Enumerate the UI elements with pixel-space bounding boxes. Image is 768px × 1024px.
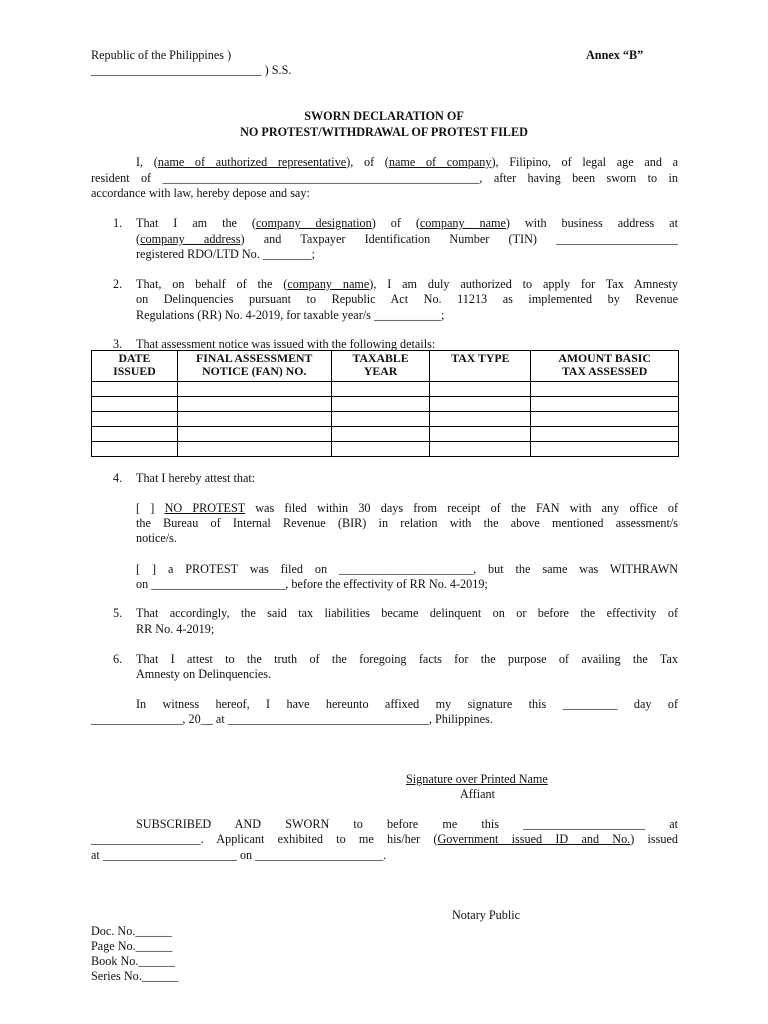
header-fan-no: FINAL ASSESSMENT NOTICE (FAN) NO. (177, 351, 331, 382)
book-no-line: Book No.______ (91, 954, 175, 968)
company-designation-placeholder: company designation (255, 216, 372, 230)
table-cell[interactable] (331, 397, 430, 412)
table-cell[interactable] (531, 427, 679, 442)
table-row (92, 397, 679, 412)
table-cell[interactable] (430, 397, 531, 412)
doc-title-line1: SWORN DECLARATION OF (304, 109, 464, 123)
item5-number: 5. (113, 606, 123, 620)
table-cell[interactable] (92, 397, 178, 412)
item4-text: That I hereby attest that: (136, 471, 256, 485)
table-cell[interactable] (92, 382, 178, 397)
table-cell[interactable] (531, 412, 679, 427)
annex-label: Annex “B” (586, 48, 644, 62)
item4-number: 4. (113, 471, 123, 485)
item5-line2: RR No. 4-2019; (136, 622, 215, 636)
table-header-row (92, 351, 679, 382)
series-no-line: Series No.______ (91, 969, 179, 983)
no-protest-checkbox[interactable]: [ ] (136, 501, 155, 515)
signature-label: Signature over Printed Name (406, 772, 548, 786)
assessment-table (91, 350, 679, 457)
table-cell[interactable] (430, 412, 531, 427)
item5-line1: That accordingly, the said tax liabilities became delinquent on or before the effectivity of (136, 606, 678, 620)
subscribed-line2: __________________. Applicant exhibited to me his/her (Government issued ID and No.) issued (91, 832, 678, 846)
intro-line1: I, (name of authorized representative), of (name of company), Filipino, of legal age and a (136, 155, 679, 169)
company-address-placeholder: company address (140, 232, 241, 246)
header-amount-basic-tax: AMOUNT BASIC TAX ASSESSED (531, 351, 679, 382)
item1-number: 1. (113, 216, 123, 230)
republic-line: Republic of the Philippines ) (91, 48, 232, 62)
table-row (92, 442, 679, 457)
page-no-line: Page No.______ (91, 939, 173, 953)
table-cell[interactable] (331, 427, 430, 442)
table-cell[interactable] (92, 412, 178, 427)
option-protest-line2: on ______________________, before the effectivity of RR No. 4-2019; (136, 577, 488, 591)
option-protest-line1: [ ] a PROTEST was filed on ______________________, but the same was WITHRAWN (136, 562, 678, 576)
affiant-label: Affiant (460, 787, 495, 801)
subscribed-line3: at ______________________ on _____________________. (91, 848, 387, 862)
table-cell[interactable] (92, 427, 178, 442)
table-cell[interactable] (430, 382, 531, 397)
header-date-issued: DATE ISSUED (92, 351, 178, 382)
table-cell[interactable] (177, 382, 331, 397)
table-cell[interactable] (177, 397, 331, 412)
authorized-rep-placeholder: name of authorized representative (157, 155, 347, 169)
table-cell[interactable] (92, 442, 178, 457)
table-cell[interactable] (177, 442, 331, 457)
header-taxable-year: TAXABLE YEAR (331, 351, 430, 382)
no-protest-label: NO PROTEST (164, 501, 246, 515)
table-row (92, 412, 679, 427)
table-cell[interactable] (331, 382, 430, 397)
table-row (92, 427, 679, 442)
company-name-placeholder: name of company (388, 155, 492, 169)
table-cell[interactable] (430, 442, 531, 457)
doc-title-line2: NO PROTEST/WITHDRAWAL OF PROTEST FILED (240, 125, 528, 139)
option-no-protest-line3: notice/s. (136, 531, 177, 545)
table-cell[interactable] (177, 427, 331, 442)
table-row (92, 382, 679, 397)
item2-number: 2. (113, 277, 123, 291)
intro-line3: accordance with law, hereby depose and say: (91, 186, 310, 200)
item6-line2: Amnesty on Delinquencies. (136, 667, 272, 681)
table-cell[interactable] (177, 412, 331, 427)
item6-line1: That I attest to the truth of the foregoing facts for the purpose of availing the Tax (136, 652, 678, 666)
notary-public-label: Notary Public (452, 908, 521, 922)
ss-line: ____________________________ ) S.S. (91, 63, 292, 77)
item2-line2: on Delinquencies pursuant to Republic Act No. 11213 as implemented by Revenue (136, 292, 678, 306)
item2-line1: That, on behalf of the (company name), I am duly authorized to apply for Tax Amnesty (136, 277, 678, 291)
item1-line3: registered RDO/LTD No. ________; (136, 247, 315, 261)
table-cell[interactable] (430, 427, 531, 442)
table-cell[interactable] (531, 397, 679, 412)
witness-line1: In witness hereof, I have hereunto affixed my signature this _________ day of (136, 697, 678, 711)
company-name-placeholder: company name (287, 277, 370, 291)
witness-line2: _______________, 20__ at _________________________________, Philippines. (91, 712, 493, 726)
subscribed-line1: SUBSCRIBED AND SWORN to before me this ____________________ at (136, 817, 678, 831)
table-cell[interactable] (331, 412, 430, 427)
table-cell[interactable] (531, 382, 679, 397)
header-tax-type: TAX TYPE (430, 351, 531, 382)
intro-line2: resident of ____________________________________________________, after having been sworn to in (91, 171, 678, 185)
item2-line3: Regulations (RR) No. 4-2019, for taxable year/s ___________; (136, 308, 445, 322)
option-no-protest-line2: the Bureau of Internal Revenue (BIR) in relation with the above mentioned assessment/s (136, 516, 678, 530)
item3-number: 3. (113, 337, 123, 351)
table-cell[interactable] (531, 442, 679, 457)
item1-line1: That I am the (company designation) of (company name) with business address at (136, 216, 678, 230)
item3-text: That assessment notice was issued with the following details: (136, 337, 436, 351)
table-cell[interactable] (331, 442, 430, 457)
government-id-placeholder: Government issued ID and No. (437, 832, 631, 846)
item1-line2: (company address) and Taxpayer Identification Number (TIN) ____________________ (136, 232, 678, 246)
option-no-protest-line1: [ ] NO PROTEST was filed within 30 days from receipt of the FAN with any office of (136, 501, 679, 515)
company-name-placeholder: company name (419, 216, 506, 230)
doc-no-line: Doc. No.______ (91, 924, 172, 938)
item6-number: 6. (113, 652, 123, 666)
